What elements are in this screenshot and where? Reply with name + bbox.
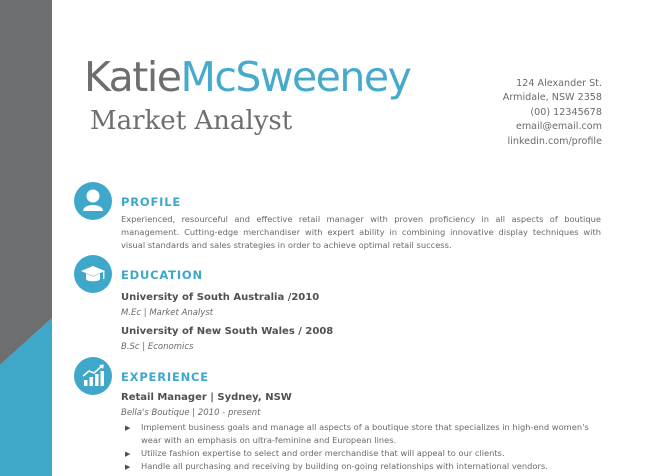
job-company: Bella's Boutique | 2010 - present xyxy=(121,408,261,418)
contact-street: 124 Alexander St. xyxy=(516,78,602,89)
graduation-cap-icon xyxy=(74,255,112,293)
education-heading: EDUCATION xyxy=(121,268,203,282)
job-title: Market Analyst xyxy=(90,106,293,136)
responsibilities-list xyxy=(125,421,595,473)
contact-linkedin: linkedin.com/profile xyxy=(507,135,602,147)
list-item: ▶ Handle all purchasing and receiving by building on-going relationships with international vendors. xyxy=(125,460,595,473)
first-name: Katie xyxy=(84,53,181,101)
bullet-arrow-icon: ▶ xyxy=(125,449,131,458)
sidebar-decoration xyxy=(0,0,52,476)
education-school: University of South Australia /2010 xyxy=(121,292,320,303)
experience-heading: EXPERIENCE xyxy=(121,370,209,384)
list-item: ▶ Implement business goals and manage all aspects of a boutique store that specializes in high-end women's wear with an emphasis on ultra-feminine and European lines. xyxy=(125,422,589,445)
last-name: McSweeney xyxy=(180,53,411,101)
bullet-arrow-icon: ▶ xyxy=(125,424,131,432)
bullet-arrow-icon: ▶ xyxy=(125,462,131,471)
contact-block xyxy=(503,77,602,149)
education-degree: B.Sc | Economics xyxy=(121,342,194,352)
contact-email: email@email.com xyxy=(515,121,602,133)
job-role: Retail Manager | Sydney, NSW xyxy=(121,392,292,403)
contact-city: Armidale, NSW 2358 xyxy=(502,92,602,104)
list-item: ▶ Utilize fashion expertise to select and order merchandise that will appeal to our clients. xyxy=(125,447,595,460)
contact-phone: (00) 12345678 xyxy=(530,106,602,118)
profile-summary: Experienced, resourceful and effective retail manager with proven proficiency in all aspects of boutique management. Cutting-edge merchandiser with expert ability in combining innovative display techniques with visual standards and sales strategies in order to achieve optimal retail success. xyxy=(121,214,601,250)
education-school: University of New South Wales / 2008 xyxy=(121,326,334,337)
candidate-name xyxy=(84,52,410,102)
person-icon xyxy=(74,182,112,220)
chart-growth-icon xyxy=(74,357,112,395)
education-degree: M.Ec | Market Analyst xyxy=(121,308,214,318)
profile-heading: PROFILE xyxy=(121,195,181,209)
